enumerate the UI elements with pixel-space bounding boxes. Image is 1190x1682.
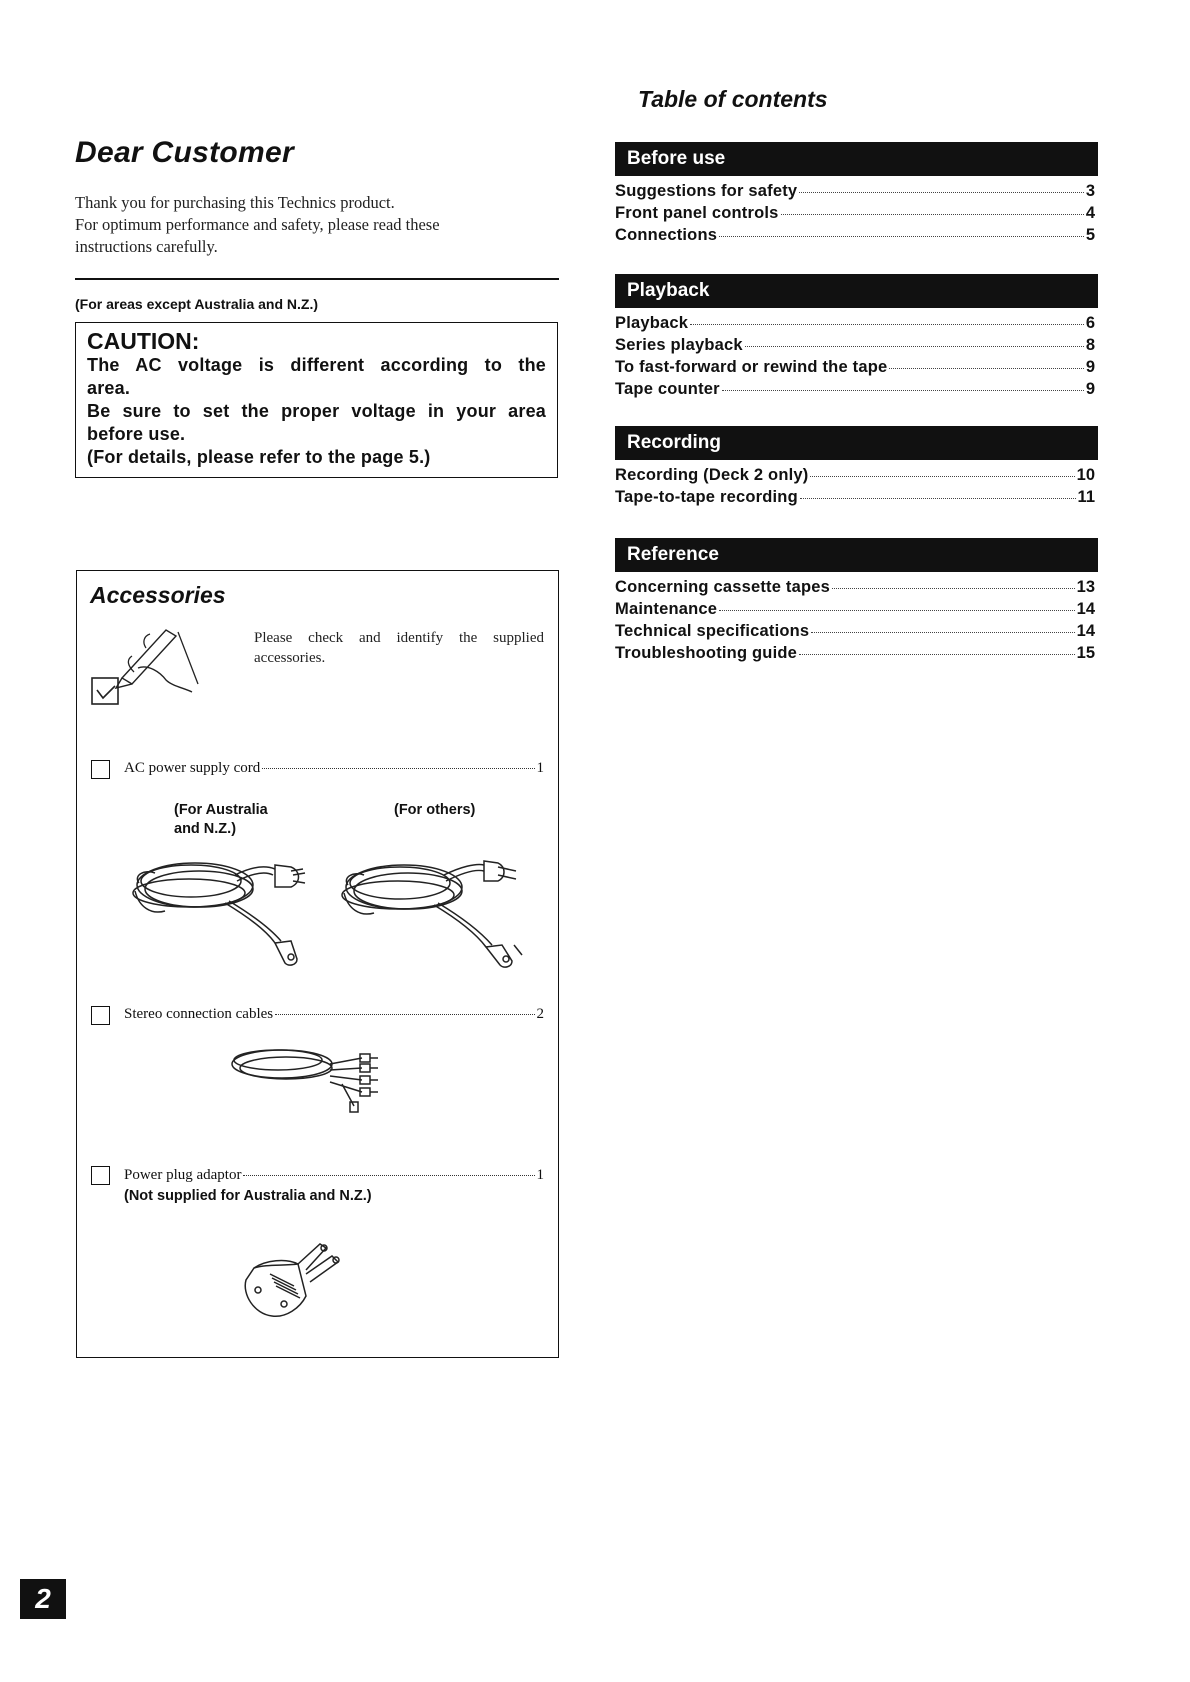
power-cord-australia-icon: [125, 845, 325, 970]
item-quantity: 2: [536, 1006, 544, 1022]
toc-entry-label: Suggestions for safety: [615, 182, 798, 200]
toc-entry-page: 9: [1085, 358, 1095, 376]
item-label: Stereo connection cables: [124, 1006, 274, 1022]
intro-line: Thank you for purchasing this Technics product.: [75, 193, 395, 212]
toc-section-playback: Playback: [615, 274, 1098, 308]
variant-label-line: (For Australia: [174, 802, 268, 818]
caution-line: Be sure to set the proper voltage in your area: [87, 401, 546, 421]
toc-entry-label: Maintenance: [615, 600, 718, 618]
toc-entry-page: 5: [1085, 226, 1095, 244]
leader-dots: [799, 192, 1084, 193]
instruction-line: Please check and identify the supplied: [254, 630, 544, 646]
toc-title: Table of contents: [638, 86, 828, 112]
leader-dots: [800, 498, 1076, 499]
toc-entry-label: Troubleshooting guide: [615, 644, 798, 662]
page-title: Dear Customer: [75, 136, 294, 169]
caution-line: before use.: [87, 424, 186, 444]
leader-dots: [243, 1175, 534, 1176]
leader-dots: [722, 390, 1084, 391]
leader-dots: [832, 588, 1075, 589]
pen-check-icon: [88, 620, 218, 712]
toc-entry-page: 9: [1085, 380, 1095, 398]
toc-entry-page: 11: [1077, 488, 1095, 506]
toc-entry[interactable]: [615, 314, 1095, 336]
caution-line: (For details, please refer to the page 5.): [87, 447, 431, 467]
caution-line: area.: [87, 378, 131, 398]
leader-dots: [719, 610, 1074, 611]
toc-entry-label: To fast-forward or rewind the tape: [615, 358, 888, 376]
plug-adaptor-checkbox[interactable]: [91, 1166, 110, 1185]
toc-entry-page: 13: [1076, 578, 1095, 596]
toc-entry-label: Technical specifications: [615, 622, 810, 640]
toc-entry[interactable]: [615, 466, 1095, 488]
toc-entry-page: 15: [1076, 644, 1095, 662]
toc-entry[interactable]: [615, 204, 1095, 226]
stereo-cables-checkbox[interactable]: [91, 1006, 110, 1025]
leader-dots: [799, 654, 1075, 655]
item-quantity: 1: [536, 760, 544, 776]
toc-entry-label: Series playback: [615, 336, 743, 354]
leader-dots: [275, 1014, 534, 1015]
toc-entry[interactable]: [615, 358, 1095, 380]
caution-title: CAUTION:: [87, 328, 200, 354]
toc-entry-page: 6: [1085, 314, 1095, 332]
toc-entry-label: Concerning cassette tapes: [615, 578, 830, 596]
leader-dots: [745, 346, 1084, 347]
page-number: 2: [20, 1579, 66, 1619]
intro-line: instructions carefully.: [75, 237, 218, 256]
ac-cord-checkbox[interactable]: [91, 760, 110, 779]
accessory-item-ac-cord: [124, 760, 544, 777]
toc-entry[interactable]: [615, 226, 1095, 248]
toc-section-before-use: Before use: [615, 142, 1098, 176]
instruction-line: accessories.: [254, 650, 326, 666]
leader-dots: [690, 324, 1084, 325]
toc-entry-page: 3: [1085, 182, 1095, 200]
toc-entry-page: 8: [1085, 336, 1095, 354]
leader-dots: [810, 476, 1074, 477]
leader-dots: [889, 368, 1083, 369]
toc-entry-label: Recording (Deck 2 only): [615, 466, 809, 484]
accessories-title: Accessories: [90, 582, 226, 608]
toc-entry-label: Front panel controls: [615, 204, 779, 222]
toc-section-reference: Reference: [615, 538, 1098, 572]
item-quantity: 1: [536, 1167, 544, 1183]
toc-entry-page: 10: [1076, 466, 1095, 484]
toc-section-recording: Recording: [615, 426, 1098, 460]
leader-dots: [262, 768, 534, 769]
cord-variant-others: (For others): [394, 802, 476, 818]
toc-entry-page: 14: [1076, 622, 1095, 640]
toc-entry[interactable]: [615, 488, 1095, 510]
toc-entry-label: Connections: [615, 226, 718, 244]
leader-dots: [811, 632, 1074, 633]
toc-entry[interactable]: [615, 644, 1095, 666]
toc-entry-page: 14: [1076, 600, 1095, 618]
stereo-cables-icon: [222, 1040, 402, 1115]
toc-entry[interactable]: [615, 622, 1095, 644]
item-label: Power plug adaptor: [124, 1167, 242, 1183]
power-cord-others-icon: [336, 845, 546, 973]
accessory-item-plug-adaptor: [124, 1167, 544, 1184]
plug-adaptor-icon: [236, 1234, 366, 1324]
divider: [75, 278, 559, 280]
toc-entry[interactable]: [615, 336, 1095, 358]
adaptor-note: (Not supplied for Australia and N.Z.): [124, 1188, 372, 1204]
toc-entry-label: Playback: [615, 314, 689, 332]
variant-label-line: and N.Z.): [174, 821, 237, 837]
toc-entry-page: 4: [1085, 204, 1095, 222]
leader-dots: [781, 214, 1084, 215]
toc-entry[interactable]: [615, 578, 1095, 600]
intro-paragraph: [75, 192, 545, 258]
caution-line: The AC voltage is different according to the: [87, 355, 546, 375]
toc-entry-label: Tape-to-tape recording: [615, 488, 798, 506]
cord-variant-australia: [174, 801, 268, 839]
caution-box: [75, 322, 558, 478]
toc-entry[interactable]: [615, 182, 1095, 204]
intro-line: For optimum performance and safety, please read these: [75, 215, 440, 234]
toc-entry[interactable]: [615, 600, 1095, 622]
areas-note: (For areas except Australia and N.Z.): [75, 296, 318, 312]
accessory-item-stereo-cables: [124, 1006, 544, 1023]
toc-entry[interactable]: [615, 380, 1095, 402]
item-label: AC power supply cord: [124, 760, 261, 776]
leader-dots: [719, 236, 1084, 237]
accessories-instruction: [254, 628, 544, 668]
toc-entry-label: Tape counter: [615, 380, 720, 398]
